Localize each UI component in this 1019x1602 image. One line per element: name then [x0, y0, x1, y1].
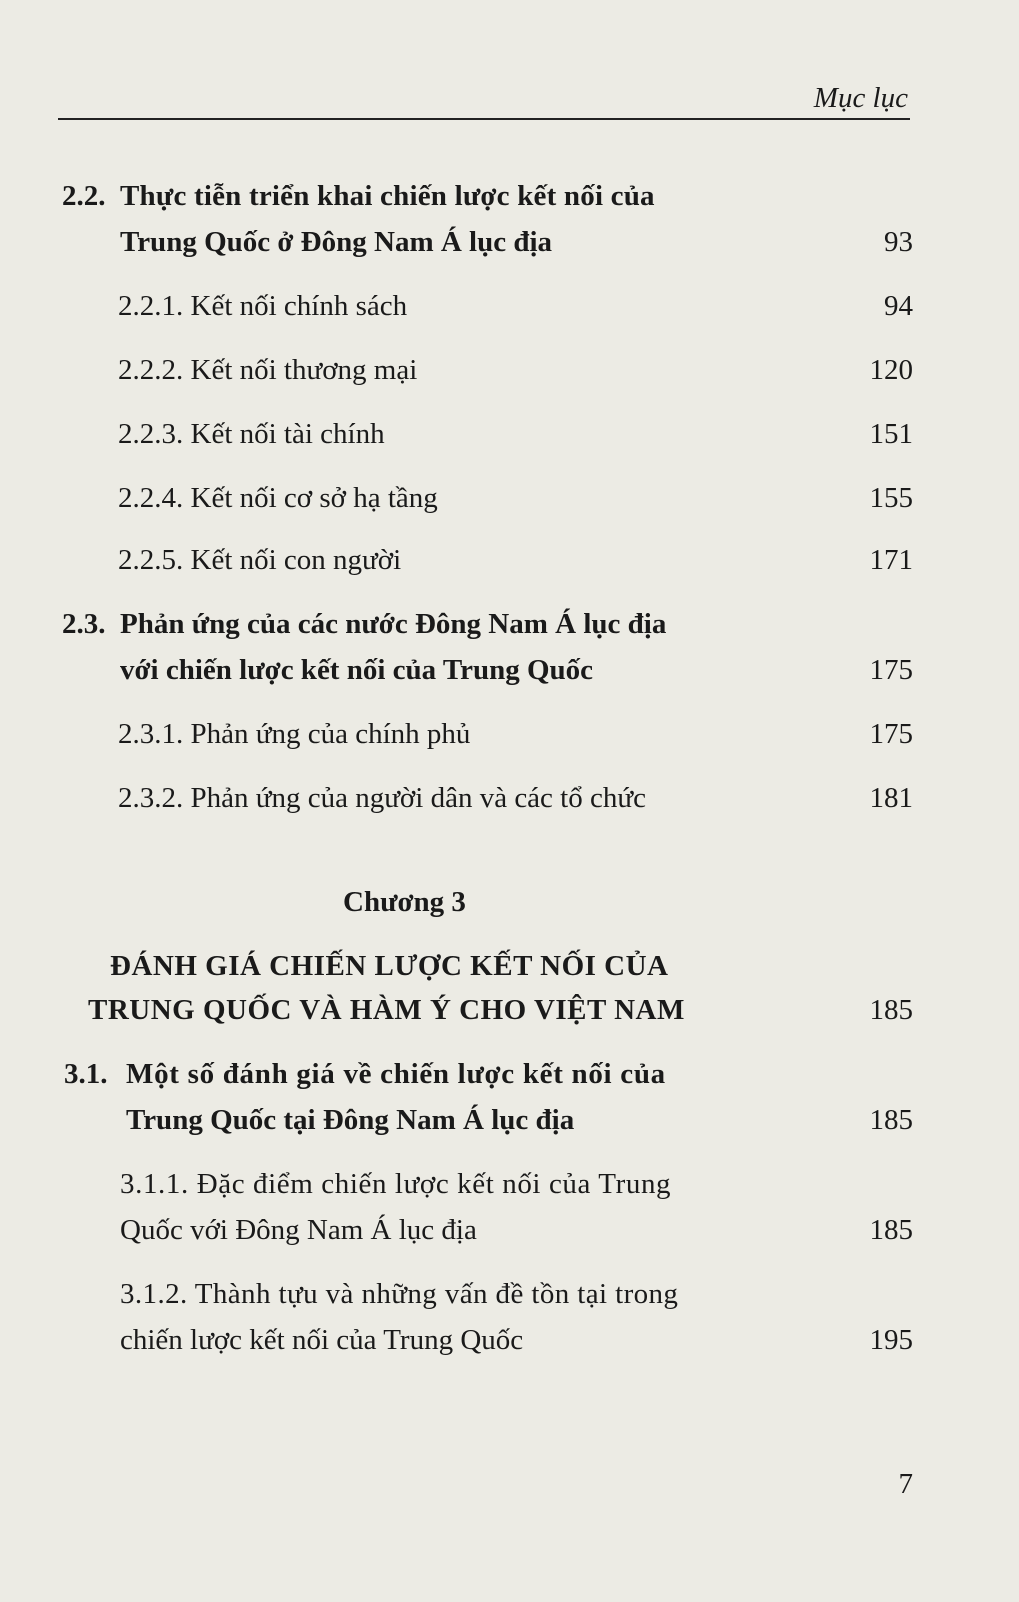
toc-entry-3-1-1-page: 185 [869, 1214, 913, 1246]
toc-entry-2-2-number: 2.2. [62, 180, 106, 212]
chapter-3-title-line1: ĐÁNH GIÁ CHIẾN LƯỢC KẾT NỐI CỦA [110, 950, 669, 982]
toc-entry-3-1-2-line2: chiến lược kết nối của Trung Quốc [120, 1324, 524, 1356]
toc-entry-2-2-page: 93 [884, 226, 913, 258]
toc-entry-3-1-1-line2: Quốc với Đông Nam Á lục địa [120, 1214, 477, 1246]
toc-entry-3-1-page: 185 [869, 1104, 913, 1136]
header-title: Mục lục [813, 82, 908, 114]
toc-entry-2-2-1: 2.2.1. Kết nối chính sách [118, 290, 408, 322]
toc-entry-2-2-line1: Thực tiễn triển khai chiến lược kết nối của [120, 180, 655, 212]
toc-entry-2-3-page: 175 [869, 654, 913, 686]
chapter-3-label: Chương 3 [343, 886, 466, 918]
toc-entry-2-3-line2: với chiến lược kết nối của Trung Quốc [120, 654, 594, 686]
toc-entry-3-1-number: 3.1. [64, 1058, 108, 1090]
toc-entry-2-2-5-page: 171 [869, 544, 913, 576]
toc-entry-2-2-3-page: 151 [869, 418, 913, 450]
toc-entry-3-1-2-line1: 3.1.2. Thành tựu và những vấn đề tồn tại trong [120, 1278, 679, 1310]
toc-entry-3-1-line2: Trung Quốc tại Đông Nam Á lục địa [126, 1104, 575, 1136]
toc-entry-2-2-1-page: 94 [884, 290, 913, 322]
toc-entry-3-1-line1: Một số đánh giá về chiến lược kết nối của [126, 1058, 666, 1090]
toc-entry-2-2-3: 2.2.3. Kết nối tài chính [118, 418, 385, 450]
toc-entry-2-2-line2: Trung Quốc ở Đông Nam Á lục địa [120, 226, 553, 258]
chapter-3-page: 185 [869, 994, 913, 1026]
running-header [58, 80, 910, 120]
toc-entry-2-3-number: 2.3. [62, 608, 106, 640]
toc-entry-2-3-1-page: 175 [869, 718, 913, 750]
toc-entry-2-3-line1: Phản ứng của các nước Đông Nam Á lục địa [120, 608, 667, 640]
toc-entry-2-3-2: 2.3.2. Phản ứng của người dân và các tổ chức [118, 782, 646, 814]
toc-entry-2-2-4-page: 155 [869, 482, 913, 514]
toc-entry-2-3-1: 2.3.1. Phản ứng của chính phủ [118, 718, 471, 750]
chapter-3-title-line2: TRUNG QUỐC VÀ HÀM Ý CHO VIỆT NAM [88, 994, 685, 1026]
toc-entry-3-1-1-line1: 3.1.1. Đặc điểm chiến lược kết nối của Trung [120, 1168, 672, 1200]
toc-entry-3-1-2-page: 195 [869, 1324, 913, 1356]
toc-entry-2-2-5: 2.2.5. Kết nối con người [118, 544, 402, 576]
toc-entry-2-3-2-page: 181 [869, 782, 913, 814]
toc-entry-2-2-2-page: 120 [869, 354, 913, 386]
toc-entry-2-2-4: 2.2.4. Kết nối cơ sở hạ tầng [118, 482, 438, 514]
page-number: 7 [898, 1468, 913, 1500]
toc-entry-2-2-2: 2.2.2. Kết nối thương mại [118, 354, 418, 386]
